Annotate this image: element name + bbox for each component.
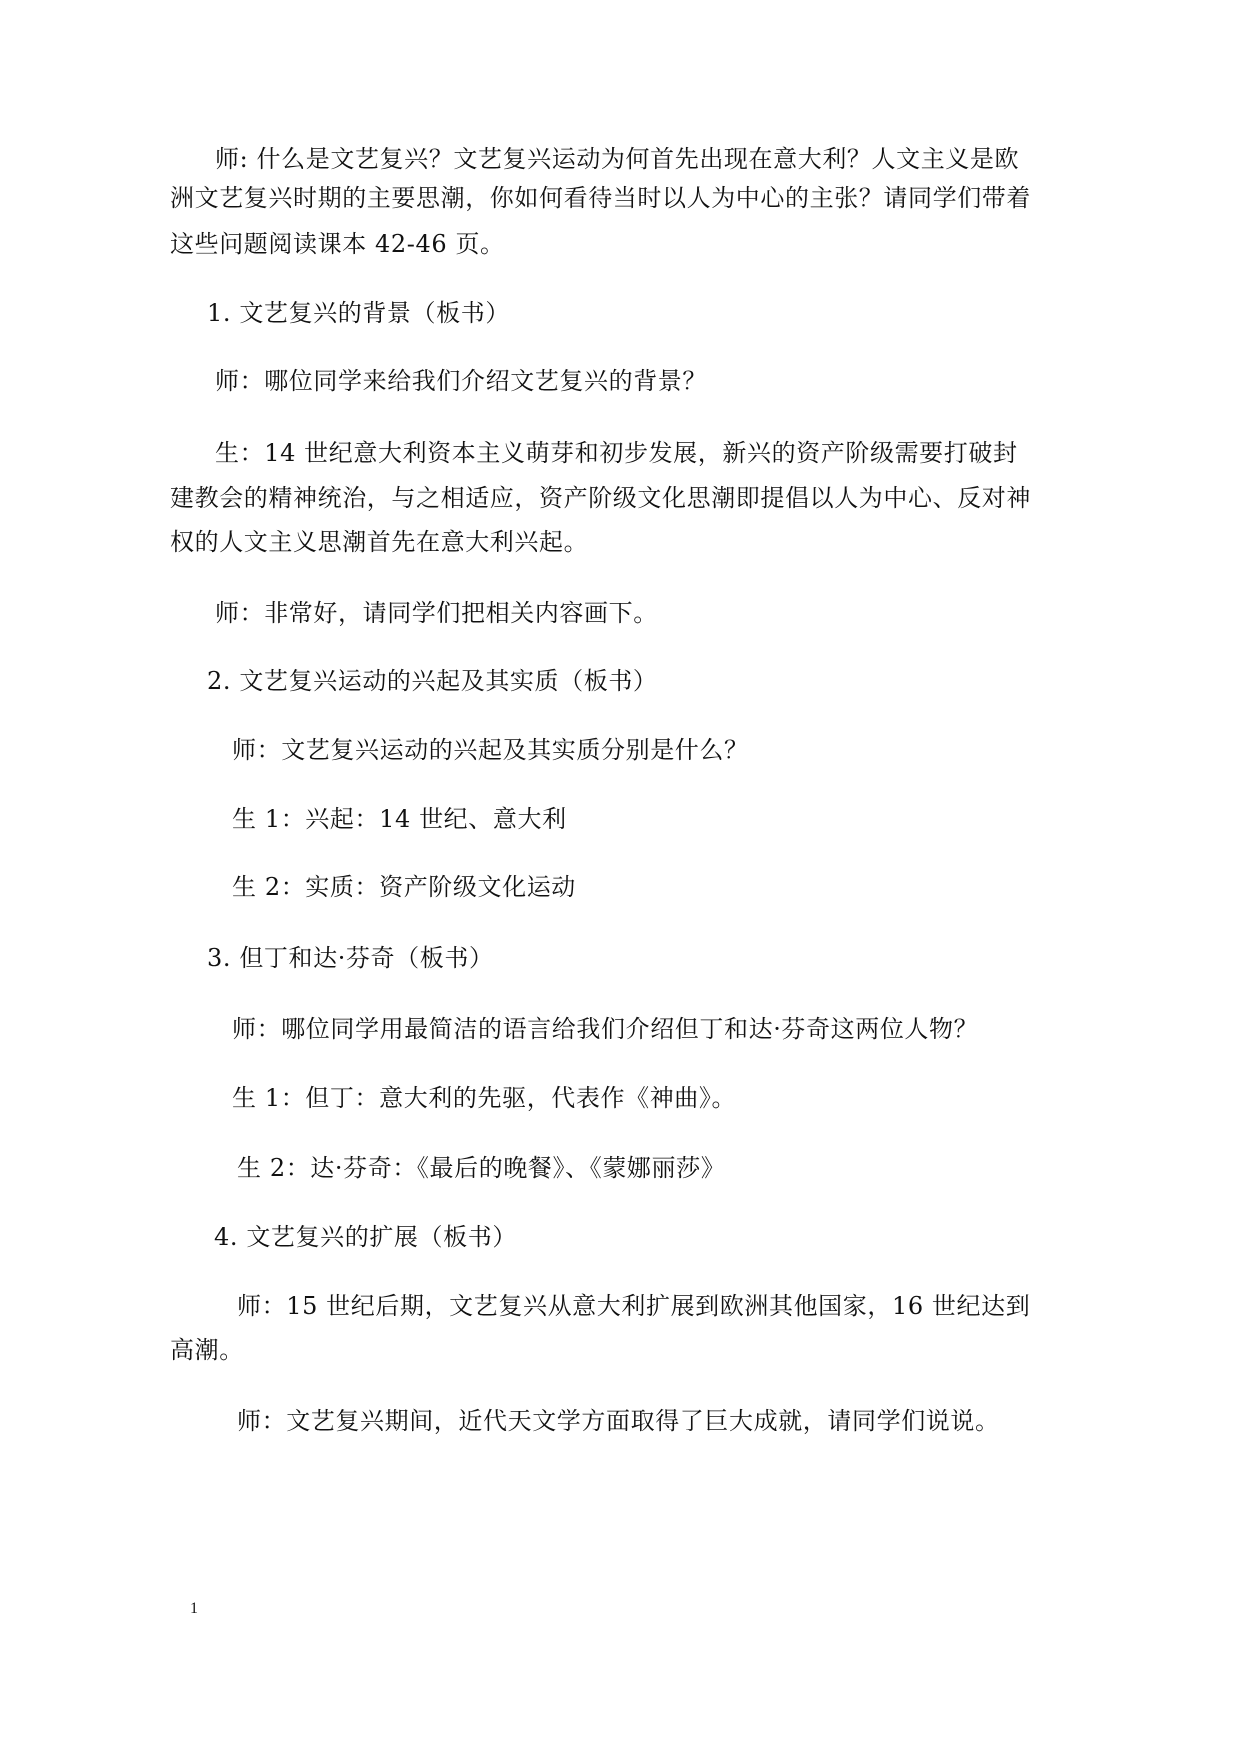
text-line: 师：文艺复兴运动的兴起及其实质分别是什么？ bbox=[232, 736, 749, 764]
text-line: 生 2：达·芬奇：《最后的晚餐》、《蒙娜丽莎》 bbox=[237, 1154, 726, 1182]
text-line: 这些问题阅读课本 42-46 页。 bbox=[170, 230, 505, 258]
text-line: 生：14 世纪意大利资本主义萌芽和初步发展，新兴的资产阶级需要打破封 bbox=[215, 439, 1018, 467]
text-line: 师：哪位同学来给我们介绍文艺复兴的背景？ bbox=[215, 367, 707, 395]
text-line: 师: 什么是文艺复兴？文艺复兴运动为何首先出现在意大利？人文主义是欧 bbox=[215, 145, 1020, 173]
text-line: 洲文艺复兴时期的主要思潮，你如何看待当时以人为中心的主张？请同学们带着 bbox=[170, 184, 1031, 212]
section-heading: 3. 但丁和达·芬奇（板书） bbox=[207, 944, 494, 972]
text-line: 生 2：实质：资产阶级文化运动 bbox=[232, 873, 576, 901]
text-line: 师：哪位同学用最简洁的语言给我们介绍但丁和达·芬奇这两位人物？ bbox=[232, 1015, 979, 1043]
text-line: 师：文艺复兴期间，近代天文学方面取得了巨大成就，请同学们说说。 bbox=[237, 1407, 1000, 1435]
text-line: 生 1：但丁：意大利的先驱，代表作《神曲》。 bbox=[232, 1084, 737, 1112]
section-heading: 4. 文艺复兴的扩展（板书） bbox=[214, 1223, 517, 1251]
section-heading: 1. 文艺复兴的背景（板书） bbox=[207, 299, 510, 327]
text-line: 师：非常好，请同学们把相关内容画下。 bbox=[215, 599, 658, 627]
page-number: 1 bbox=[190, 1600, 198, 1617]
text-line: 高潮。 bbox=[170, 1336, 244, 1364]
text-line: 建教会的精神统治，与之相适应，资产阶级文化思潮即提倡以人为中心、反对神 bbox=[170, 484, 1031, 512]
text-line: 师：15 世纪后期，文艺复兴从意大利扩展到欧洲其他国家，16 世纪达到 bbox=[237, 1292, 1031, 1320]
section-heading: 2. 文艺复兴运动的兴起及其实质（板书） bbox=[207, 667, 658, 695]
text-line: 权的人文主义思潮首先在意大利兴起。 bbox=[170, 528, 589, 556]
text-line: 生 1：兴起：14 世纪、意大利 bbox=[232, 805, 567, 833]
